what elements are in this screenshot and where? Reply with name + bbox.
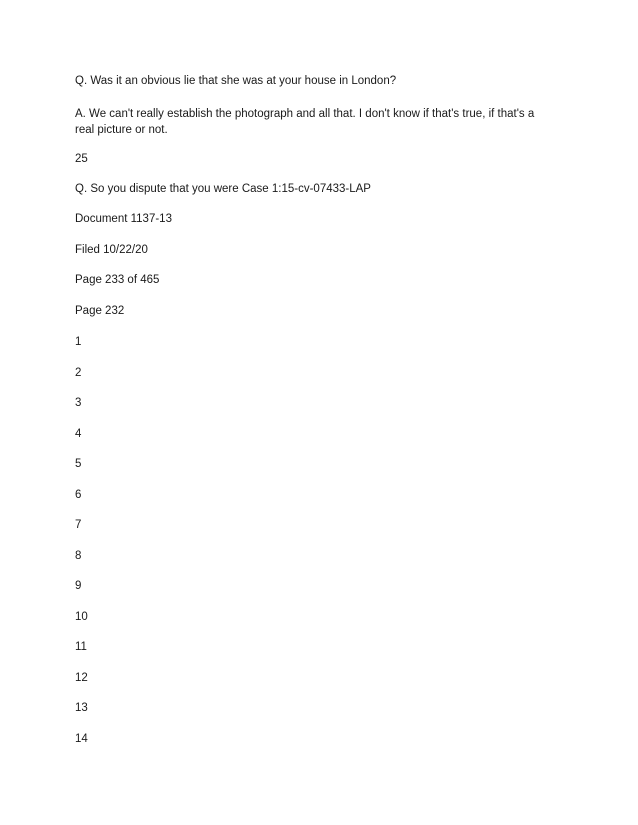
line-number: 11	[75, 641, 87, 653]
page-of-total: Page 233 of 465	[75, 274, 160, 286]
line-number: 12	[75, 672, 88, 684]
line-number: 13	[75, 702, 88, 714]
line-number: 5	[75, 458, 82, 470]
line-number: 14	[75, 733, 88, 745]
line-number: 3	[75, 397, 82, 409]
line-number: 10	[75, 611, 88, 623]
page-label: Page 232	[75, 305, 125, 317]
line-number: 6	[75, 489, 82, 501]
filed-date: Filed 10/22/20	[75, 244, 148, 256]
line-number: 9	[75, 580, 82, 592]
line-number: 1	[75, 336, 82, 348]
document-number: Document 1137-13	[75, 213, 172, 225]
line-number: 8	[75, 550, 82, 562]
line-number: 7	[75, 519, 82, 531]
line-number: 25	[75, 153, 88, 165]
question-text: Q. So you dispute that you were Case 1:15-cv-07433-LAP	[75, 183, 371, 195]
question-text: Q. Was it an obvious lie that she was at your house in London?	[75, 75, 397, 87]
answer-text: A. We can't really establish the photograph and all that. I don't know if that's true, if that's a real picture or not.	[75, 108, 535, 136]
line-number: 4	[75, 428, 82, 440]
line-number: 2	[75, 367, 82, 379]
